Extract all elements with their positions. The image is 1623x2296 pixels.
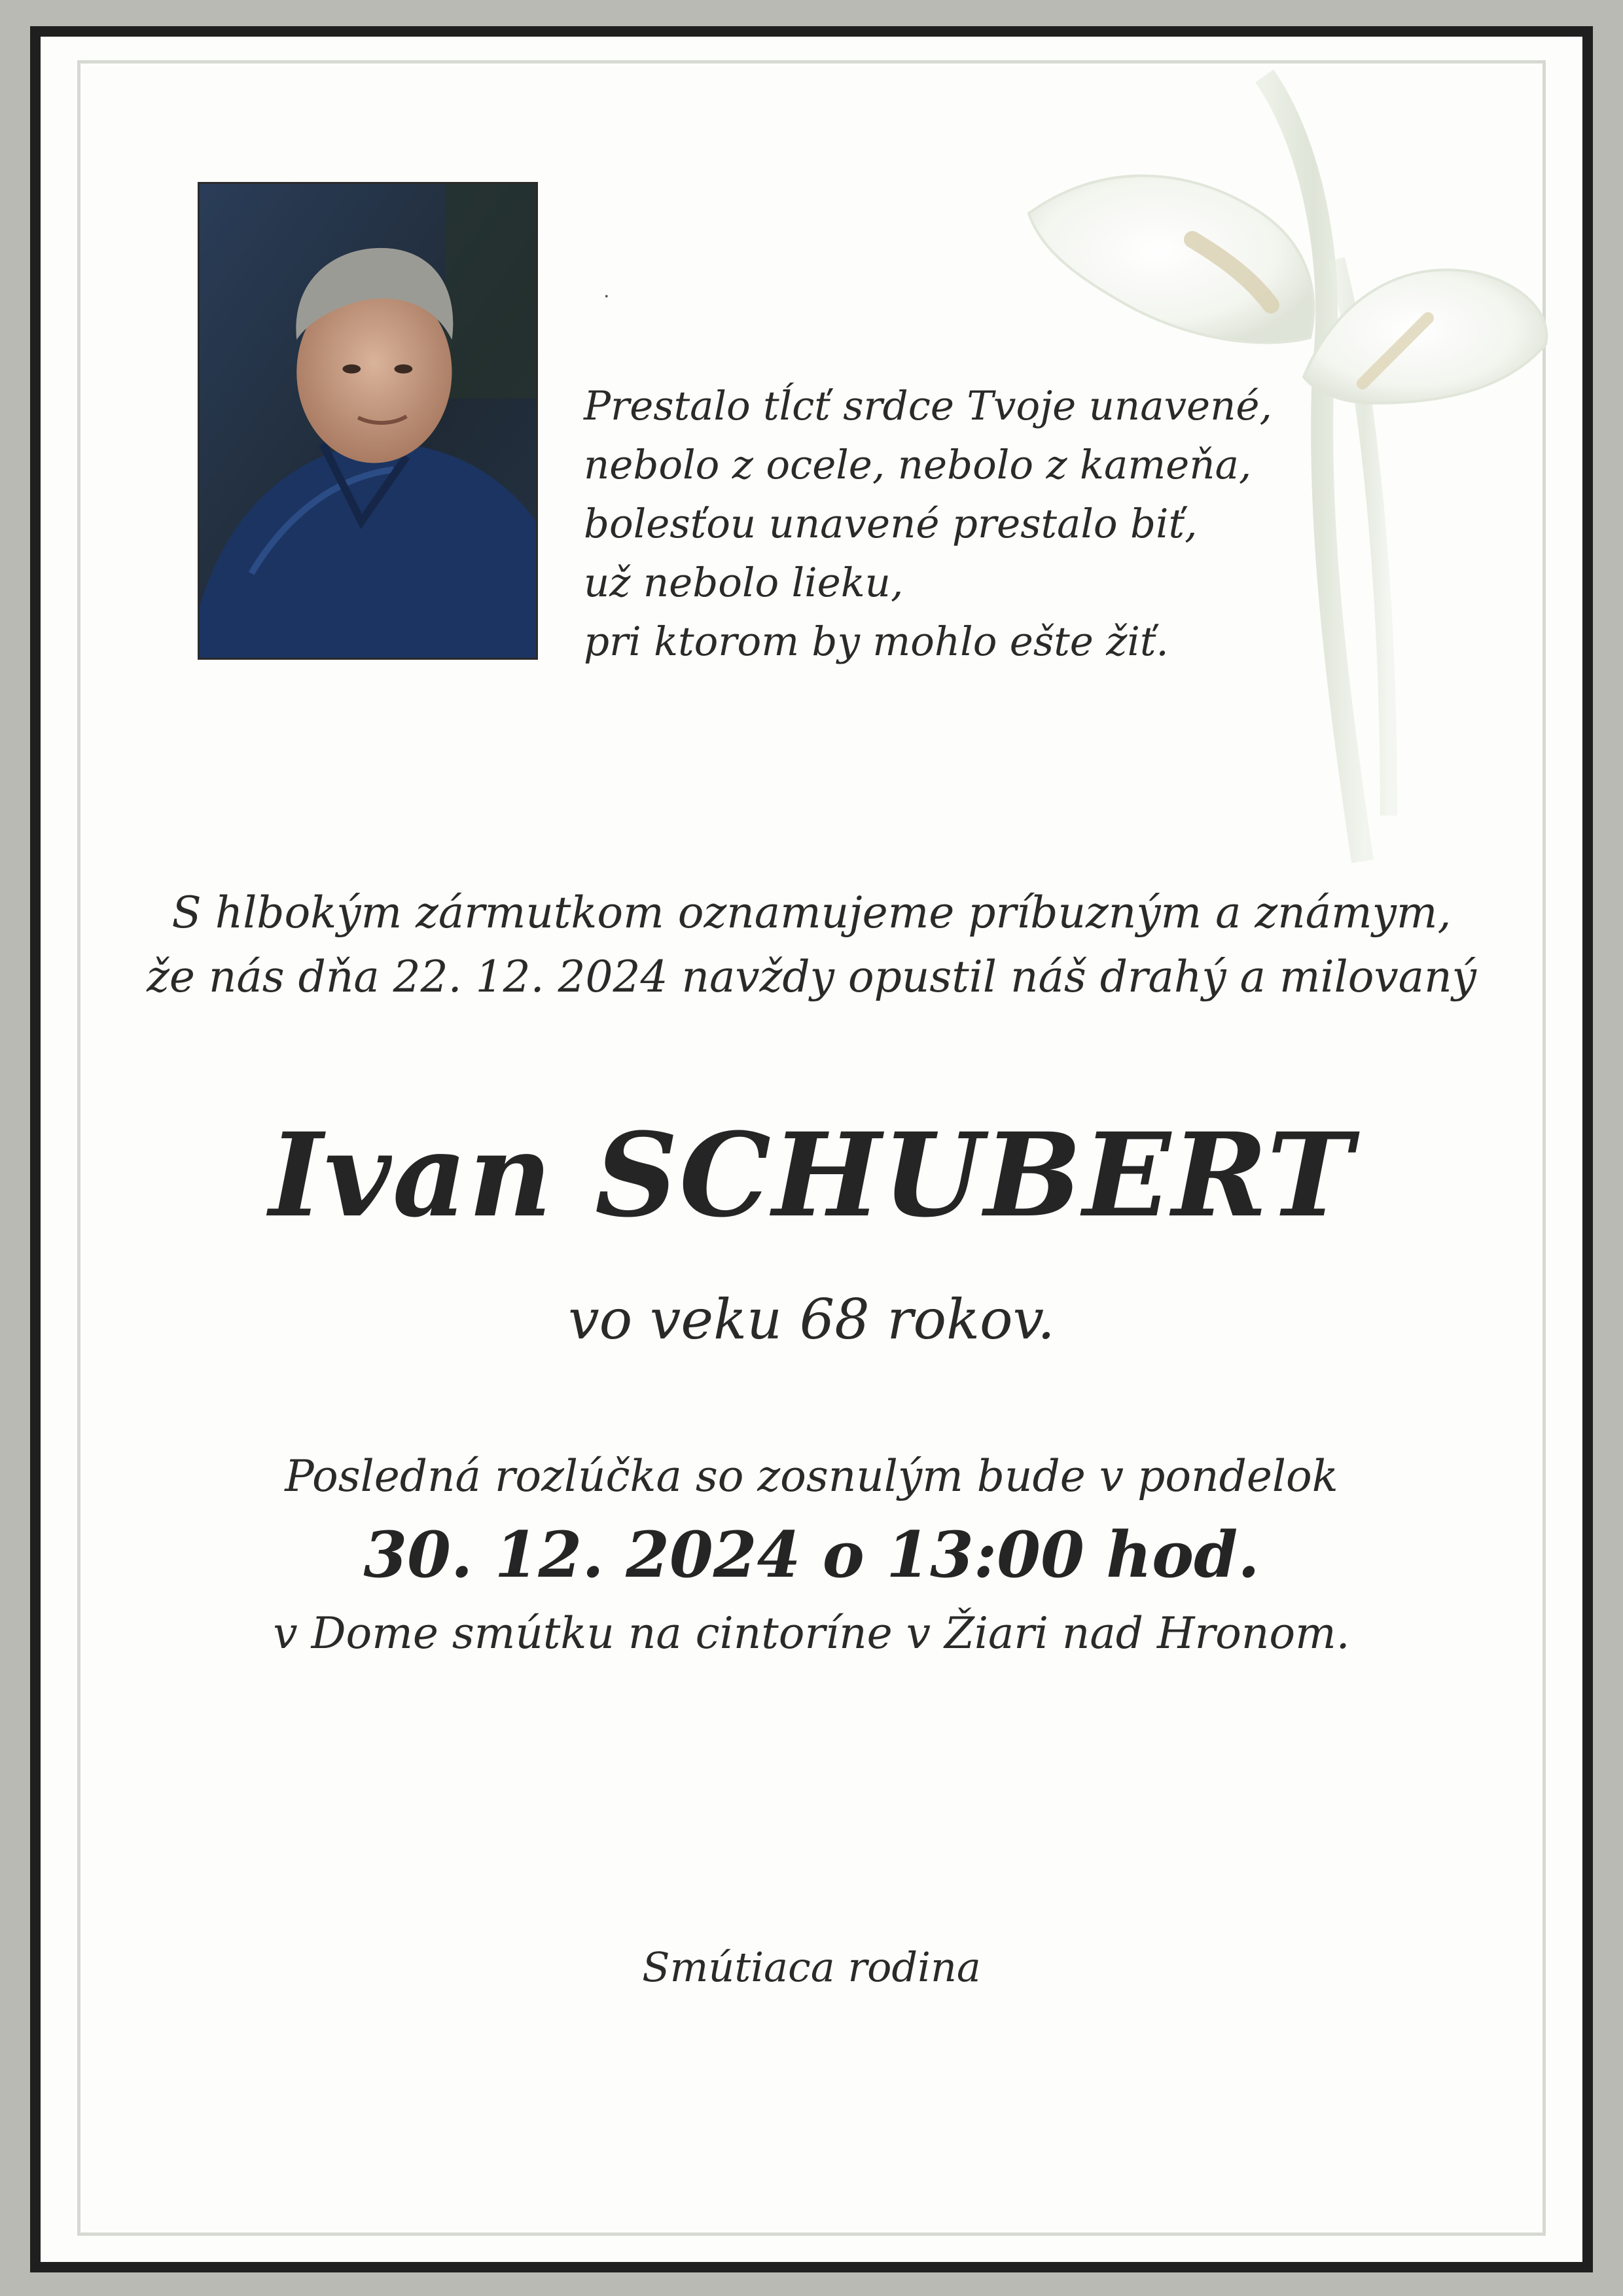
funeral-datetime: 30. 12. 2024 o 13:00 hod. (363, 1518, 1260, 1592)
scan-speck: · (603, 285, 610, 308)
poem-line: bolesťou unavené prestalo biť, (584, 501, 1198, 547)
obituary-sheet (41, 37, 1582, 2262)
poem-line: pri ktorom by mohlo ešte žiť. (584, 619, 1169, 665)
portrait-photo (198, 182, 538, 660)
poem (584, 377, 1304, 672)
funeral-intro: Posledná rozlúčka so zosnulým bude v pondelok (285, 1451, 1338, 1501)
deceased-age: vo veku 68 rokov. (568, 1287, 1055, 1352)
deceased-name: Ivan SCHUBERT (269, 1107, 1354, 1243)
announcement (41, 881, 1582, 1009)
poem-line: nebolo z ocele, nebolo z kameňa, (584, 442, 1252, 488)
signature: Smútiaca rodina (642, 1943, 981, 1991)
poem-line: už nebolo lieku, (584, 560, 904, 606)
announcement-line-1: S hlbokým zármutkom oznamujeme príbuzným a známym, (171, 888, 1452, 938)
announcement-line-2: že nás dňa 22. 12. 2024 navždy opustil náš drahý a milovaný (147, 952, 1476, 1002)
funeral-place: v Dome smútku na cintoríne v Žiari nad Hronom. (273, 1608, 1350, 1659)
poem-line: Prestalo tĺcť srdce Tvoje unavené, (584, 383, 1272, 429)
